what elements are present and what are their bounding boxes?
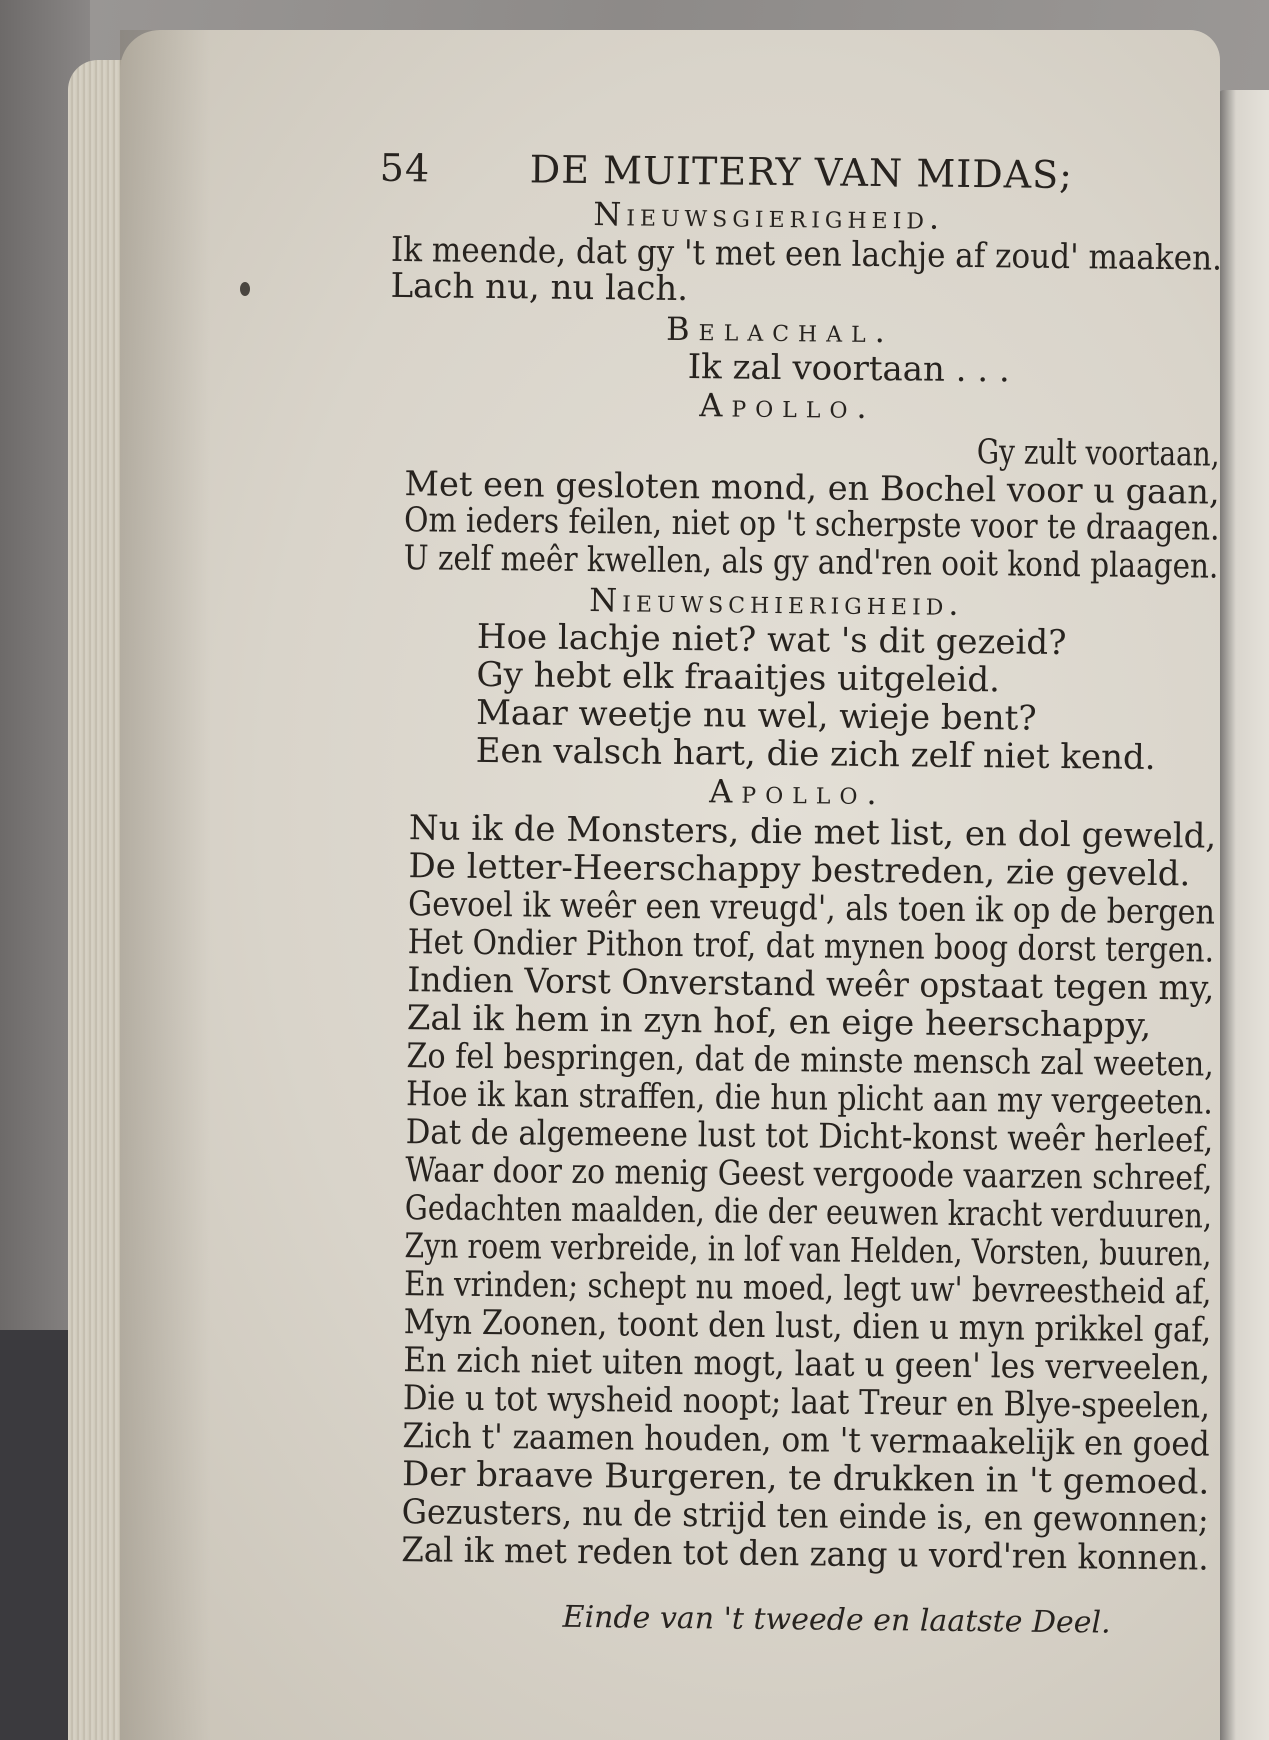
verse-line: Zal ik met reden tot den zang u vord'ren konnen. — [401, 1530, 1209, 1579]
verse-line: Met een gesloten mond, en Bochel voor u gaan, — [404, 464, 1220, 513]
verse-line: Waar door zo menig Geest vergoode vaarzen schreef, — [405, 1150, 1213, 1199]
verse-line: Lach nu, nu lach. — [390, 265, 689, 310]
verse-line: Zal ik hem in zyn hof, en eige heerschappy, — [406, 998, 1152, 1046]
verse-line: Ik meende, dat gy 't met een lachje af zoud' maaken. — [390, 229, 1223, 279]
verse-line: Die u tot wysheid noopt; laat Treur en Blye-speelen, — [402, 1378, 1211, 1427]
verse-line: De letter-Heerschappy bestreden, zie geveld. — [408, 846, 1191, 895]
verse-line: Zyn roem verbreide, in lof van Helden, Vorsten, buuren, — [404, 1226, 1212, 1275]
verse-line: Zich t' zaamen houden, om 't vermaakelijk en goed — [402, 1416, 1210, 1465]
verse-line: Dat de algemeene lust tot Dicht-konst weêr herleef, — [405, 1112, 1214, 1161]
verse-line: Om ieders feilen, niet op 't scherpste voor te draagen. — [403, 500, 1220, 549]
speaker-name: Apollo. — [699, 386, 876, 427]
verse-line: En zich niet uiten mogt, laat u geen' les verveelen, — [403, 1340, 1211, 1389]
verse-line: Het Ondier Pithon trof, dat mynen boog dorst tergen. — [407, 922, 1215, 971]
verse-line: Ik zal voortaan . . . — [687, 347, 1010, 391]
verse-line: Myn Zoonen, toont den lust, dien u myn prikkel gaf, — [403, 1302, 1212, 1351]
page-number: 54 — [379, 145, 431, 191]
verse-line: Gy hebt elk fraaitjes uitgeleid. — [476, 654, 1001, 701]
verse-line: Der braave Burgeren, te drukken in 't gemoed. — [401, 1454, 1210, 1503]
verse-line: Een valsch hart, die zich zelf niet kend. — [475, 730, 1156, 778]
page-gutter-shade — [120, 30, 210, 1740]
verse-line: Maar weetje nu wel, wieje bent? — [475, 692, 1037, 739]
running-title: DE MUITERY VAN MIDAS; — [529, 147, 1074, 198]
colophon: Einde van 't tweede en laatste Deel. — [562, 1599, 1111, 1641]
verse-line: Nu ik de Monsters, die met list, en dol geweld, — [408, 808, 1217, 857]
verse-line: Indien Vorst Onverstand weêr opstaat tegen my, — [407, 960, 1215, 1009]
speaker-name: Nieuwschierigheid. — [589, 581, 964, 623]
facing-page-edge — [1218, 90, 1269, 1740]
verse-line: Hoe lachje niet? wat 's dit gezeid? — [476, 616, 1067, 664]
speaker-name: Belachal. — [665, 309, 895, 351]
verse-line: U zelf meêr kwellen, als gy and'ren ooit kond plaagen. — [403, 538, 1219, 587]
verse-line: Gezusters, nu de strijd ten einde is, en gewonnen; — [401, 1492, 1209, 1541]
verse-line: En vrinden; schept nu moed, legt uw' bevreestheid af, — [403, 1264, 1212, 1313]
verse-line: Gedachten maalden, die der eeuwen kracht verduuren, — [404, 1188, 1213, 1237]
verse-line: Gevoel ik weêr een vreugd', als toen ik op de bergen — [407, 884, 1216, 933]
background-dark-cloth — [0, 1330, 70, 1740]
speaker-name: Nieuwsgierigheid. — [593, 195, 945, 237]
ink-fleck — [240, 282, 250, 296]
verse-line: Zo fel bespringen, dat de minste mensch zal weeten, — [406, 1036, 1215, 1085]
speaker-name: Apollo. — [709, 772, 886, 813]
verse-line: Hoe ik kan straffen, die hun plicht aan my vergeeten. — [405, 1074, 1213, 1123]
verse-line: Gy zult voortaan, — [976, 432, 1220, 475]
